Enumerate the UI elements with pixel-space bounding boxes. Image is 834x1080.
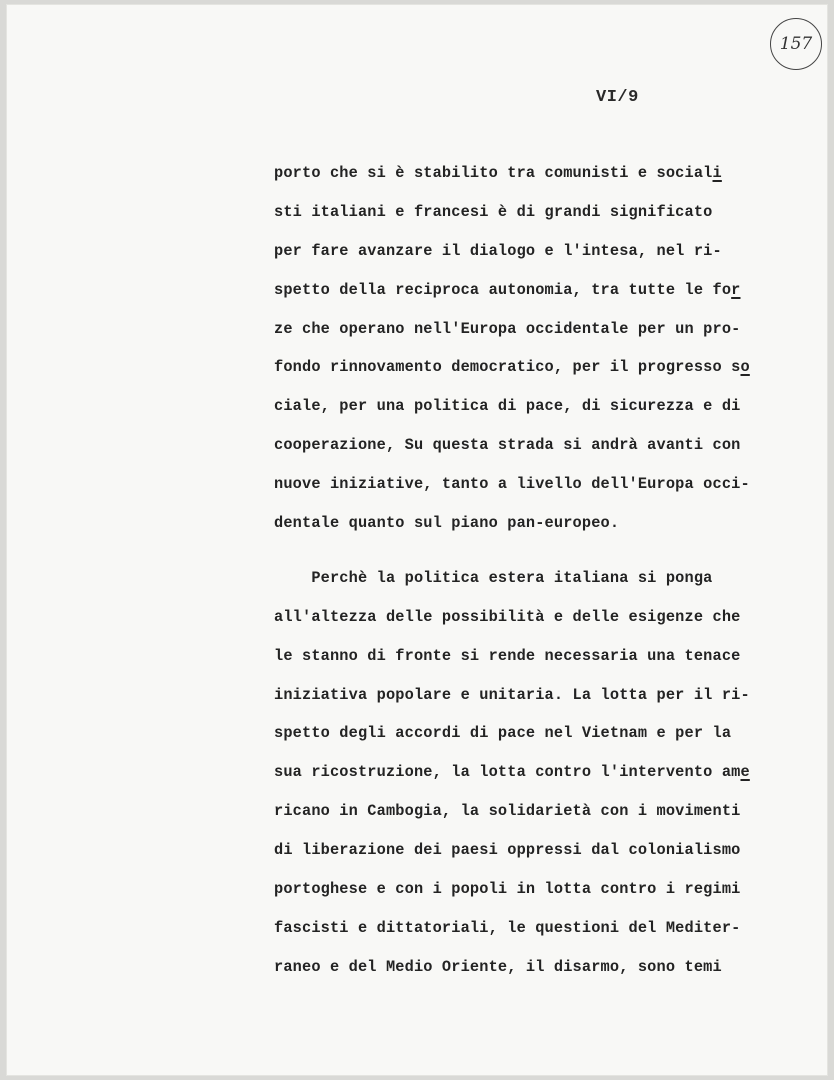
text-line: fondo rinnovamento democratico, per il progresso so	[274, 358, 750, 377]
text-line: portoghese e con i popoli in lotta contro i regimi	[274, 880, 741, 899]
section-reference: VI/9	[596, 88, 639, 107]
text-line: iniziativa popolare e unitaria. La lotta per il ri-	[274, 685, 750, 704]
typed-text-body	[274, 154, 814, 987]
text-line: nuove iniziative, tanto a livello dell'Europa occi-	[274, 475, 750, 494]
text-line: sua ricostruzione, la lotta contro l'intervento ame	[274, 763, 750, 782]
text-line: cooperazione, Su questa strada si andrà avanti con	[274, 436, 741, 455]
text-line: dentale quanto sul piano pan-europeo.	[274, 514, 620, 533]
text-line: Perchè la politica estera italiana si ponga	[274, 568, 713, 587]
text-line: sti italiani e francesi è di grandi significato	[274, 202, 713, 221]
text-line: ze che operano nell'Europa occidentale per un pro-	[274, 319, 741, 338]
text-line: di liberazione dei paesi oppressi dal colonialismo	[274, 841, 741, 860]
page-number: 157	[779, 34, 813, 54]
text-line: spetto della reciproca autonomia, tra tutte le for	[274, 280, 741, 299]
text-line: all'altezza delle possibilità e delle esigenze che	[274, 607, 741, 626]
text-line: porto che si è stabilito tra comunisti e sociali	[274, 164, 722, 182]
text-line: ricano in Cambogia, la solidarietà con i movimenti	[274, 802, 741, 821]
paragraph-2	[274, 559, 814, 987]
text-line: ciale, per una politica di pace, di sicurezza e di	[274, 397, 741, 416]
text-line: fascisti e dittatoriali, le questioni del Mediter-	[274, 918, 741, 937]
text-line: raneo e del Medio Oriente, il disarmo, sono temi	[274, 957, 722, 976]
page-number-stamp	[770, 18, 822, 70]
document-page	[6, 4, 828, 1076]
text-line: spetto degli accordi di pace nel Vietnam e per la	[274, 724, 732, 743]
text-line: per fare avanzare il dialogo e l'intesa, nel ri-	[274, 241, 722, 260]
paragraph-1	[274, 154, 814, 543]
paragraph-gap	[274, 543, 814, 559]
text-line: le stanno di fronte si rende necessaria una tenace	[274, 646, 741, 665]
